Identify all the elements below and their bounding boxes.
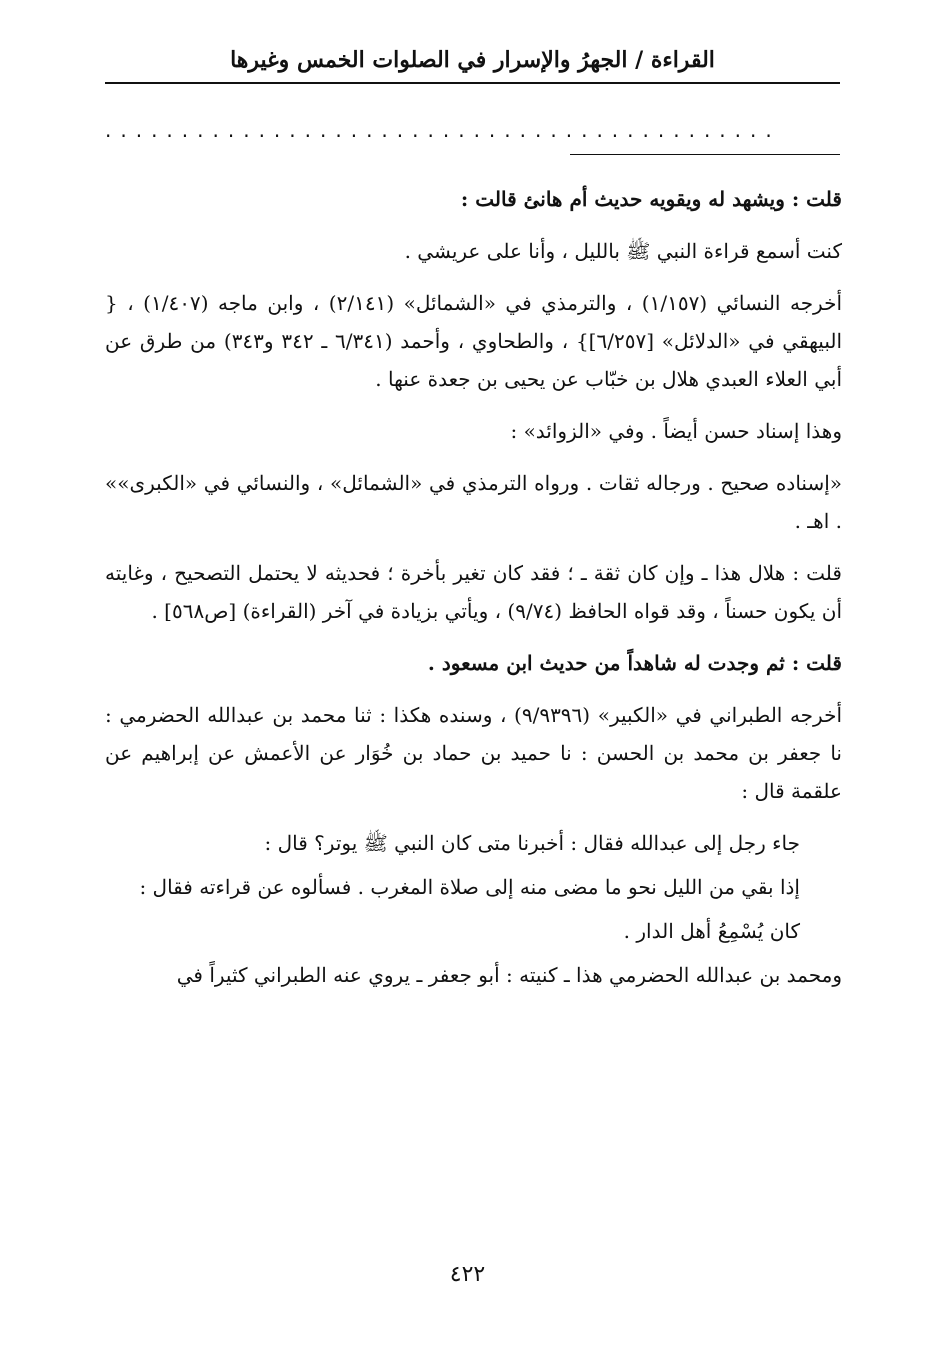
- header-rule: [105, 82, 840, 84]
- paragraph: قلت : ويشهد له ويقويه حديث أم هانئ قالت :: [460, 187, 842, 211]
- hadith-quote: كنت أسمع قراءة النبي ﷺ بالليل ، وأنا على عريشي .: [404, 239, 842, 263]
- footnote-rule: [570, 154, 840, 155]
- continuation-dots: ............................................: [105, 118, 781, 142]
- hadith-quote: كان يُسْمِعُ أهل الدار .: [623, 919, 800, 943]
- paragraph: أخرجه النسائي (١/١٥٧) ، والترمذي في «الشمائل» (٢/١٤١) ، وابن ماجه (١/٤٠٧) ، { البيهقي في «الدلائل» [٦/٢٥٧]} ، والطحاوي ، وأحمد (٦/٣٤١ ـ ٣٤٢ و٣٤٣) من طرق عن أبي العلاء العبدي هلال بن خبّاب عن يحيى بن جعدة عنها .: [105, 291, 843, 391]
- hadith-quote: إذا بقي من الليل نحو ما مضى منه إلى صلاة المغرب . فسألوه عن قراءته فقال :: [139, 875, 800, 899]
- running-header: القراءة / الجهرُ والإسرار في الصلوات الخمس وغيرها: [230, 47, 715, 73]
- page-number: ٤٢٢: [449, 1262, 486, 1287]
- paragraph: «إسناده صحيح . ورجاله ثقات . ورواه الترمذي في «الشمائل» ، والنسائي في «الكبرى»» . اهـ .: [105, 471, 842, 533]
- hadith-quote: جاء رجل إلى عبدالله فقال : أخبرنا متى كان النبي ﷺ يوتر؟ قال :: [264, 831, 800, 855]
- paragraph: قلت : ثم وجدت له شاهداً من حديث ابن مسعود .: [427, 651, 842, 675]
- paragraph: قلت : هلال هذا ـ وإن كان ثقة ـ ؛ فقد كان تغير بأخرة ؛ فحديثه لا يحتمل التصحيح ، وغايته أن يكون حسناً ، وقد قواه الحافظ (٩/٧٤) ، ويأتي بزيادة في آخر (القراءة) [ص٥٦٨] .: [105, 561, 842, 623]
- paragraph: وهذا إسناد حسن أيضاً . وفي «الزوائد» :: [510, 419, 842, 443]
- paragraph: أخرجه الطبراني في «الكبير» (٩/٩٣٩٦) ، وسنده هكذا : ثنا محمد بن عبدالله الحضرمي : نا جعفر بن محمد بن الحسن : نا حميد بن حماد بن خُوَار عن الأعمش عن إبراهيم عن علقمة قال :: [105, 703, 842, 803]
- paragraph: ومحمد بن عبدالله الحضرمي هذا ـ كنيته : أبو جعفر ـ يروي عنه الطبراني كثيراً في: [176, 963, 842, 987]
- body-text: [105, 180, 842, 1008]
